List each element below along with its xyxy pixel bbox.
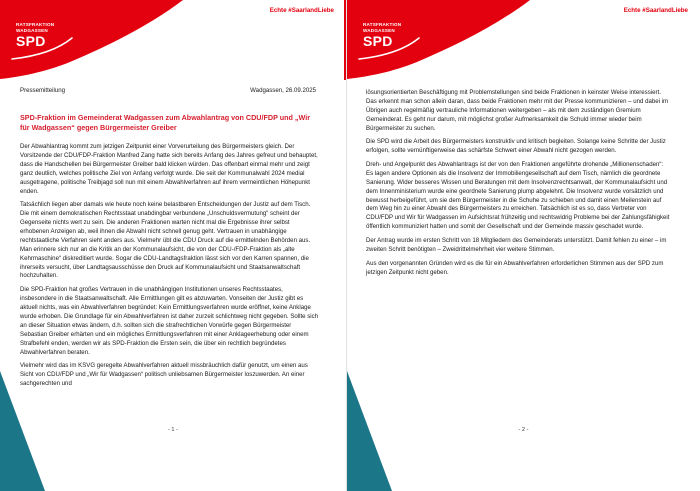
logo-line-ratsfraktion: RATSFRAKTION — [363, 22, 402, 27]
logo-line-wadgassen: WADGASSEN — [16, 27, 48, 33]
body-text-page-1 — [20, 143, 320, 394]
teal-corner-shape — [0, 371, 45, 491]
paragraph: Der Antrag wurde im ersten Schritt von 18 Mitgliedern des Gemeinderats unterstützt. Damit fehlen zu einer – im zweiten Schritt benötigten – Zweidrittelmehrheit vier weitere Stimmen. — [366, 236, 667, 253]
logo-line-ratsfraktion: RATSFRAKTION — [16, 22, 55, 27]
paragraph: Die SPD-Fraktion hat großes Vertrauen in die unabhängigen Institutionen unseres Rechtsstaates, insbesondere in die Staatsanwaltschaft. Alle Ermittlungen gilt es abzuwarten. Vonseiten der Justiz gibt es aktuell nichts, was ein Abwahlverfahren begründet: Kein Ermittlungsverfahren wurde eröffnet, keine Anklage wurde erhoben. Die Grundlage für ein Abwahlverfahren ist daher zurzeit schlichtweg nicht gegeben. Sollte sich an dieser Situation etwas ändern, d.h. sollten sich die strafrechtlichen Vorwürfe gegen Bürgermeister Sebastian Greiber erhärten und ein mögliches Ermittlungsverfahren mit einer Anklageerhebung oder einem Strafbefehl enden, werden wir als SPD-Fraktion die Ersten sein, die über ein rechtlich begründetes Abwahlverfahren beraten. — [20, 286, 319, 356]
teal-corner-shape — [347, 371, 392, 491]
document-page-1 — [0, 0, 346, 491]
paragraph: Der Abwahlantrag kommt zum jetzigen Zeitpunkt einer Vorverurteilung des Bürgermeisters gleich. Der Vorsitzende der CDU/FDP-Fraktion Manfred Zang hatte sich bereits Anfang des Jahres gefreut und behauptet, dass die Handschellen bei Bürgermeister Greiber bald klicken würden. Das offenbart einmal mehr und zeigt ganz deutlich, welches politische Ziel von Anfang verfolgt wurde. Die seit der Kommunalwahl 2024 medial ausgetragene, politische Treibjagd soll nun mit einem Abwahlverfahren auf ihrem vermeintlichen Höhepunkt enden. — [20, 143, 318, 195]
paragraph: lösungsorientierten Beschäftigung mit Problemstellungen sind beide Fraktionen in keinster Weise interessiert. Das erkennt man schon allein daran, dass beide Fraktionen mehr mit der Presse kommunizieren – und dabei im Übrigen auch regelmäßig vertrauliche Informationen weitergeben – als mit dem zuständigen Gremium Gemeinderat. Es geht nur darum, mit möglichst großer Aufmerksamkeit die Schuld immer wieder beim Bürgermeister zu suchen. — [366, 89, 669, 132]
paragraph: Die SPD wird die Arbeit des Bürgermeisters konstruktiv und kritisch begleiten. Solange keine Schritte der Justiz erfolgen, sollte vernünftigerweise das schärfste Schwert einer Abwahl nicht gezogen werden. — [366, 138, 666, 155]
paragraph: Vielmehr wird das im KSVG geregelte Abwahlverfahren aktuell missbräuchlich dafür genutzt, um einen aus Sicht von CDU/FDP und „Wir für Wadgassen“ politisch unliebsamen Bürgermeister loszuwerden. An einer sachgerechten und — [20, 362, 308, 388]
press-headline: SPD-Fraktion im Gemeinderat Wadgassen zum Abwahlantrag von CDU/FDP und „Wir für Wadgassen“ gegen Bürgermeister Greiber — [20, 113, 311, 133]
body-text-page-2 — [366, 89, 671, 282]
slogan: Echte #SaarlandLiebe — [269, 7, 334, 14]
paragraph: Aus den vorgenannten Gründen wird es die für ein Abwahlverfahren erforderlichen Stimmen aus der SPD zum jetzigen Zeitpunkt nicht geben. — [366, 259, 664, 276]
doc-type-label: Pressemitteilung — [20, 87, 66, 94]
logo-spd-text: SPD — [16, 33, 46, 49]
paragraph: Dreh- und Angelpunkt des Abwahlantrags ist der von den Fraktionen angeführte drohende „Millionenschaden“: Es lagen andere Optionen als die Insolvenz der Immobiliengesellschaft auf dem Tisch, nämlich die geordnete Sanierung. Wider besseres Wissen und Beratungen mit dem Insolvenzrechtsanwalt, der Kommunalaufsicht und dem Innenministerium wurde eine geordnete Sanierung plump abgelehnt. Die Insolvenz wurde vorsätzlich und bewusst herbeigeführt, um sie dem Bürgermeister in die Schuhe zu schieben und damit einen Meilenstein auf dem Weg hin zu einer Abwahl des Bürgermeisters zu erreichen. Tatsächlich ist es so, dass Vertreter von CDU/FDP und Wir für Wadgassen im Aufsichtsrat frühzeitig und rechtswidrig Probleme bei der Zahlungsfähigkeit öffentlich kommuniziert hatten und somit der Gesellschaft und der Gemeinde massiv geschadet wurde. — [366, 160, 670, 231]
spd-logo — [363, 22, 401, 48]
page-number: - 2 - — [518, 427, 529, 433]
document-page-2 — [347, 0, 700, 491]
slogan: Echte #SaarlandLiebe — [623, 7, 688, 14]
logo-spd-text: SPD — [363, 33, 393, 49]
meta-row — [20, 87, 316, 94]
logo-line-wadgassen: WADGASSEN — [363, 27, 395, 33]
page-number: - 1 - — [168, 427, 178, 433]
paragraph: Tatsächlich liegen aber damals wie heute noch keine belastbaren Entscheidungen der Justiz auf dem Tisch. Die mit einem demokratischen Rechtsstaat unabdingbar verbundene „Unschuldsvermutung“ scheint der Gegenseite nichts wert zu sein. Die anderen Fraktionen warten nicht mal die Ergebnisse ihrer selbst erhobenen Anzeigen ab, weil ihnen die Abwahl nicht schnell genug geht. Vertrauen in unabhängige rechtstaatliche Verfahren sieht anders aus. Vielmehr übt die CDU Druck auf die ermittelnden Behörden aus. Man erinnere sich nur an die Kritik an der Kommunalaufsicht, die von der CDU-/FDP-Fraktion als „alte Kehrmaschine“ diskreditiert wurde. Sogar die CDU-Landtagsfraktion lässt sich vor den Karren spannen, die ihrerseits versucht, über Landtagsausschüsse den Druck auf Kommunalaufsicht und Staatsanwaltschaft hochzuhalten. — [20, 201, 311, 280]
place-date: Wadgassen, 26.09.2025 — [250, 87, 316, 94]
spd-logo — [16, 22, 54, 48]
